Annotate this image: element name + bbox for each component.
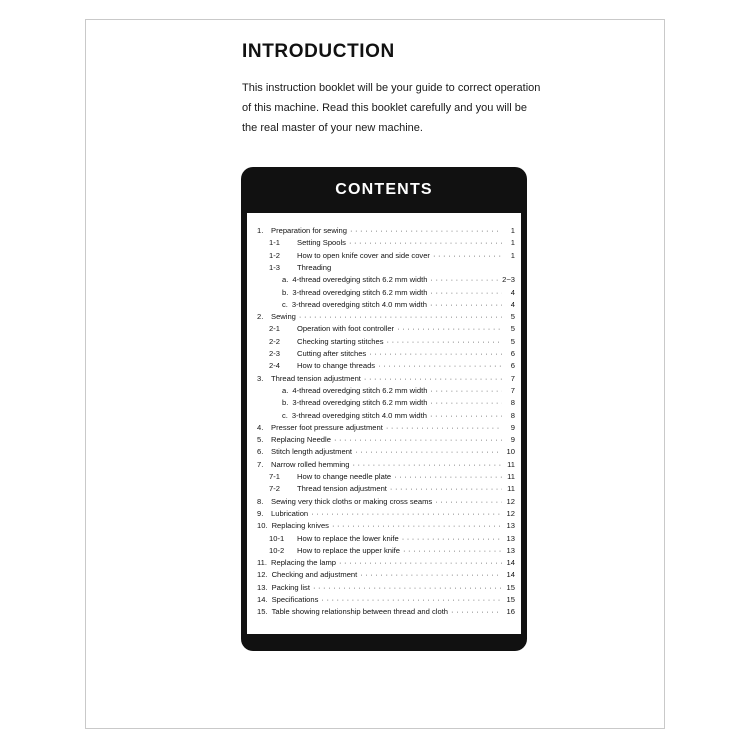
toc-entry — [257, 273, 515, 285]
toc-leader-dots — [369, 348, 502, 359]
toc-entry — [257, 372, 515, 384]
contents-title: CONTENTS — [335, 181, 433, 198]
toc-entry-number: b. — [282, 398, 289, 408]
toc-entry-label: Cutting after stitches — [297, 349, 367, 358]
toc-leader-dots — [313, 582, 502, 593]
toc-entry-label: Replacing Needle — [271, 435, 331, 445]
toc-entry-number: 15. — [257, 607, 268, 617]
toc-leader-dots — [349, 237, 502, 248]
toc-entry-number: 2-2 — [269, 336, 280, 346]
toc-leader-dots — [378, 360, 502, 371]
toc-entry-page: 13 — [506, 521, 515, 531]
toc-entry — [257, 347, 515, 359]
toc-entry-label: 3-thread overedging stitch 6.2 mm width — [292, 398, 428, 408]
toc-entry-page: 10 — [506, 447, 515, 457]
toc-entry — [257, 495, 515, 507]
toc-entry — [257, 286, 515, 298]
toc-leader-dots — [397, 323, 502, 334]
toc-entry-label: 3-thread overedging stitch 4.0 mm width — [291, 299, 427, 309]
toc-entry-page: 11 — [507, 459, 515, 469]
toc-leader-dots — [299, 311, 502, 322]
toc-leader-dots — [430, 410, 502, 421]
toc-entry-label: How to change needle plate — [297, 472, 392, 481]
toc-entry-label: Presser foot pressure adjustment — [271, 422, 383, 432]
toc-entry-label: 4-thread overedging stitch 6.2 mm width — [292, 275, 428, 285]
toc-entry-label: Thread tension adjustment — [271, 373, 361, 383]
toc-entry-number: 1-3 — [269, 262, 280, 272]
toc-leader-dots — [364, 373, 502, 384]
toc-entry — [257, 396, 515, 408]
toc-entry — [257, 298, 515, 310]
toc-entry-number: 1-1 — [269, 238, 280, 248]
toc-leader-dots — [387, 336, 502, 347]
toc-entry-number: 2-4 — [269, 361, 280, 371]
toc-entry-page: 8 — [510, 398, 515, 408]
toc-entry — [257, 532, 515, 544]
toc-entry-page: 9 — [510, 435, 515, 445]
toc-entry-page: 5 — [510, 324, 515, 334]
toc-entry-number: 9. — [257, 508, 264, 518]
toc-entry-page: 1 — [510, 238, 515, 248]
toc-leader-dots — [430, 397, 502, 408]
toc-entry-number: b. — [282, 287, 289, 297]
toc-entry-label: Sewing very thick cloths or making cross seams — [271, 496, 433, 506]
toc-entry-label: Table showing relationship between thread and cloth — [271, 607, 449, 617]
toc-entry-page: 14 — [506, 570, 515, 580]
toc-entry-page: 1 — [510, 250, 515, 260]
toc-entry-page: 5 — [510, 336, 515, 346]
toc-entry — [257, 249, 515, 261]
toc-entry-page: 15 — [506, 595, 515, 604]
introduction-title: INTRODUCTION — [242, 41, 395, 62]
toc-entry — [257, 384, 515, 396]
toc-entry-label: How to replace the upper knife — [297, 545, 400, 555]
toc-leader-dots — [353, 459, 503, 470]
toc-entry — [257, 593, 515, 605]
toc-entry-number: 10-1 — [269, 533, 285, 543]
toc-entry-label: 3-thread overedging stitch 6.2 mm width — [292, 287, 428, 297]
toc-leader-dots — [430, 274, 499, 285]
toc-entry — [257, 519, 515, 531]
toc-leader-dots — [430, 287, 502, 298]
toc-entry — [257, 470, 515, 482]
toc-entry-label: Replacing the lamp — [271, 558, 337, 568]
toc-entry-label: How to change threads — [297, 361, 376, 371]
toc-entry — [257, 322, 515, 334]
toc-entry-label: Packing list — [271, 582, 310, 592]
toc-leader-dots — [334, 434, 502, 445]
toc-entry-label: Stitch length adjustment — [271, 447, 353, 457]
toc-leader-dots — [311, 508, 502, 519]
toc-entry-number: 1-2 — [269, 250, 280, 260]
toc-entry-label: Narrow rolled hemming — [271, 459, 350, 469]
toc-entry-number: a. — [282, 385, 289, 395]
toc-entry-number: 10-2 — [269, 545, 285, 555]
toc-entry-number: 11. — [257, 558, 267, 568]
toc-entry-page: 4 — [510, 287, 515, 297]
toc-entry-page: 4 — [510, 299, 515, 309]
toc-entry-number: 8. — [257, 496, 264, 506]
toc-entry-number: 7-2 — [269, 484, 280, 494]
toc-entry — [257, 458, 515, 470]
toc-entry-page: 9 — [510, 422, 515, 432]
toc-entry-page: 12 — [506, 508, 515, 518]
toc-leader-dots — [386, 422, 502, 433]
toc-entry-page: 1 — [510, 226, 515, 235]
toc-entry — [257, 224, 515, 236]
introduction-line: of this machine. Read this booklet carefully and you will be — [242, 102, 527, 114]
toc-entry-label: How to open knife cover and side cover — [297, 250, 430, 260]
toc-entry-label: Threading — [297, 262, 332, 272]
toc-entry-page: 12 — [506, 496, 515, 506]
toc-entry-label: Sewing — [271, 312, 296, 322]
toc-entry-number: 13. — [257, 582, 268, 592]
toc-leader-dots — [360, 569, 502, 580]
toc-entry-number: 14. — [257, 595, 268, 604]
toc-entry-label: Checking and adjustment — [271, 570, 358, 580]
toc-entry-page: 2~3 — [502, 275, 515, 285]
toc-leader-dots — [430, 385, 502, 396]
toc-leader-dots — [321, 594, 502, 605]
toc-entry — [257, 556, 515, 568]
contents-box — [241, 167, 527, 651]
toc-entry — [257, 236, 515, 248]
toc-entry-number: 6. — [257, 447, 264, 457]
toc-leader-dots — [433, 250, 502, 261]
toc-entry — [257, 261, 515, 273]
toc-entry — [257, 310, 515, 322]
toc-entry — [257, 544, 515, 556]
toc-entry-label: Thread tension adjustment — [297, 484, 387, 494]
introduction-line: This instruction booklet will be your guide to correct operation — [242, 82, 541, 94]
introduction-line: the real master of your new machine. — [242, 122, 423, 134]
toc-entry-number: 4. — [257, 422, 264, 432]
toc-entry — [257, 445, 515, 457]
toc-entry-label: 3-thread overedging stitch 4.0 mm width — [291, 410, 427, 420]
toc-entry — [257, 409, 515, 421]
toc-entry-label: Setting Spools — [297, 238, 346, 248]
toc-leader-dots — [430, 299, 502, 310]
toc-entry-page: 11 — [507, 484, 515, 494]
toc-entry-label: Specifications — [271, 595, 319, 604]
toc-entry-number: 7. — [257, 459, 264, 469]
toc-entry-page: 7 — [510, 385, 515, 395]
toc-entry-label: Checking starting stitches — [297, 336, 384, 346]
toc-entry-page: 13 — [506, 533, 515, 543]
toc-entry-label: 4-thread overedging stitch 6.2 mm width — [292, 385, 428, 395]
toc-entry — [257, 605, 515, 617]
toc-entry — [257, 482, 515, 494]
toc-entry-number: c. — [282, 410, 288, 420]
toc-leader-dots — [390, 483, 502, 494]
contents-list — [247, 213, 521, 634]
toc-leader-dots — [403, 545, 502, 556]
toc-entry-number: 12. — [257, 570, 268, 580]
toc-entry-number: 5. — [257, 435, 264, 445]
toc-entry-page: 5 — [510, 312, 515, 322]
toc-leader-dots — [394, 471, 502, 482]
toc-entry-number: 10. — [257, 521, 268, 531]
toc-entry-label: Replacing knives — [271, 521, 329, 531]
toc-entry-page: 16 — [506, 607, 515, 617]
toc-entry-number: 2. — [257, 312, 264, 322]
toc-entry — [257, 335, 515, 347]
toc-entry-label: How to replace the lower knife — [297, 533, 399, 543]
toc-leader-dots — [339, 557, 502, 568]
toc-entry — [257, 433, 515, 445]
toc-entry — [257, 581, 515, 593]
toc-entry-number: a. — [282, 275, 289, 285]
toc-leader-dots — [402, 533, 502, 544]
toc-entry-page: 11 — [507, 472, 515, 481]
toc-entry-number: 7-1 — [269, 472, 280, 481]
toc-entry-label: Operation with foot controller — [297, 324, 395, 334]
toc-entry-page: 14 — [506, 558, 515, 568]
toc-entry-number: 3. — [257, 373, 264, 383]
toc-entry-number: 2-3 — [269, 349, 280, 358]
toc-entry-label: Preparation for sewing — [271, 226, 347, 235]
toc-entry — [257, 507, 515, 519]
toc-entry-number: 1. — [257, 226, 264, 235]
toc-leader-dots — [435, 496, 502, 507]
toc-entry-number: c. — [282, 299, 288, 309]
toc-entry-number: 2-1 — [269, 324, 280, 334]
toc-entry-page: 6 — [510, 361, 515, 371]
toc-entry-label: Lubrication — [271, 508, 309, 518]
toc-leader-dots — [350, 225, 502, 236]
toc-entry-page: 8 — [510, 410, 515, 420]
toc-leader-dots — [355, 446, 502, 457]
toc-entry-page: 15 — [506, 582, 515, 592]
toc-entry — [257, 568, 515, 580]
toc-entry — [257, 359, 515, 371]
toc-entry — [257, 421, 515, 433]
toc-entry-page: 6 — [510, 349, 515, 358]
introduction-text — [242, 78, 540, 138]
toc-leader-dots — [332, 520, 502, 531]
toc-entry-page: 13 — [506, 545, 515, 555]
toc-leader-dots — [451, 606, 502, 617]
toc-entry-page: 7 — [510, 373, 515, 383]
